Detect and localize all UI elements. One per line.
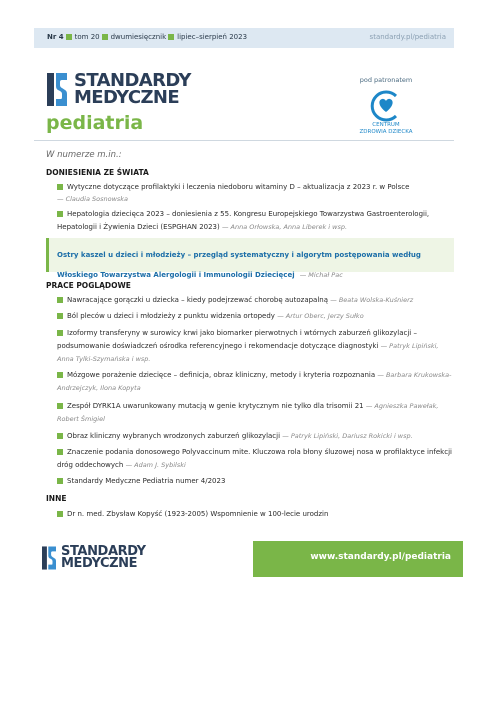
list-item[interactable]: [57, 446, 452, 472]
contents-intro: W numerze m.in.:: [46, 150, 122, 160]
bullet-square-icon: [57, 433, 63, 439]
list-item[interactable]: [57, 369, 452, 395]
bullet-square-icon: [57, 372, 63, 378]
article-author: — Beata Wolska-Kuśnierz: [330, 296, 414, 304]
issue-number: Nr 4: [47, 33, 64, 41]
list-item[interactable]: [57, 208, 452, 234]
article-title: Wytyczne dotyczące profilaktyki i leczenia niedoboru witaminy D – aktualizacja z 2023 r. w Polsce: [67, 183, 410, 191]
issue-volume: tom 20: [74, 33, 100, 41]
article-author: — Anna Orłowska, Anna Liberek i wsp.: [221, 223, 348, 231]
issue-date: lipiec–sierpień 2023: [177, 33, 248, 41]
article-title: Hepatologia dziecięca 2023 – doniesienia z 55. Kongresu Europejskiego Towarzystwa Gastroenterologii, Hepatologii i Żywienia Dzieci (ESPGHAN 2023): [57, 210, 430, 231]
article-title: Standardy Medyczne Pediatria numer 4/2023: [67, 477, 226, 485]
patronage-org-line-1: CENTRUM: [372, 122, 400, 128]
heart-logo-icon: [368, 90, 404, 122]
site-link[interactable]: standardy.pl/pediatria: [369, 33, 446, 41]
bullet-square-icon: [57, 184, 63, 190]
bullet-square-icon: [57, 403, 63, 409]
list-item[interactable]: [57, 181, 452, 205]
list-item[interactable]: [57, 400, 452, 426]
patronage-org-line-2: ZDROWIA DZIECKA: [359, 129, 413, 135]
article-title: Nawracające gorączki u dziecka – kiedy podejrzewać chorobę autozapalną: [67, 296, 329, 304]
header-divider: [34, 140, 454, 141]
footer-brand-line-2: MEDYCZNE: [61, 556, 138, 571]
article-author: — Patryk Lipiński, Dariusz Rokicki i wsp.: [282, 432, 413, 440]
bullet-square-icon: [57, 297, 63, 303]
brand-line-2: MEDYCZNE: [74, 87, 180, 108]
bullet-square-icon: [57, 449, 63, 455]
article-author: — Agnieszka Pawełak, Robert Śmigiel: [57, 402, 439, 423]
list-item[interactable]: [57, 430, 452, 443]
list-item[interactable]: [57, 508, 452, 521]
article-title: Dr n. med. Zbysław Kopyść (1923-2005) Wspomnienie w 100-lecie urodzin: [67, 510, 329, 518]
article-author: — Artur Oberc, Jerzy Sułko: [277, 312, 364, 320]
footer-url[interactable]: www.standardy.pl/pediatria: [310, 552, 451, 562]
article-author: — Claudia Sosnowska: [57, 195, 129, 203]
list-item[interactable]: [57, 327, 452, 366]
article-title: Zespół DYRK1A uwarunkowany mutacją w genie krytycznym nie tylko dla trisomii 21: [67, 402, 364, 410]
article-title: Mózgowe porażenie dziecięce – definicja, obraz kliniczny, metody i kryteria rozpoznania: [67, 371, 376, 379]
bullet-square-icon: [57, 313, 63, 319]
patronage-label: pod patronatem: [359, 76, 413, 84]
section-title-reviews: PRACE POGLĄDOWE: [46, 281, 131, 290]
bullet-square-icon: [168, 34, 174, 40]
standardy-logo-icon: [47, 73, 67, 106]
article-title: Ból pleców u dzieci i młodzieży z punktu widzenia ortopedy: [67, 312, 275, 320]
journal-subtitle: pediatria: [46, 112, 144, 134]
article-title: Obraz kliniczny wybranych wrodzonych zaburzeń glikozylacji: [67, 432, 281, 440]
article-title: Izoformy transferyny w surowicy krwi jako biomarker pierwotnych i wtórnych zaburzeń glikozylacji – podsumowanie doświadczeń ośrodka referencyjnego i rekomendacje dotyczące diagnostyki: [57, 329, 417, 350]
issue-frequency: dwumiesięcznik: [110, 33, 167, 41]
list-item[interactable]: [57, 294, 452, 307]
bullet-square-icon: [57, 478, 63, 484]
issue-info: [47, 33, 247, 41]
bullet-square-icon: [57, 211, 63, 217]
article-author: — Adam J. Sybilski: [125, 461, 186, 469]
bullet-square-icon: [57, 330, 63, 336]
footer-brand-line-1: STANDARDY: [61, 544, 146, 559]
featured-article-author: — Michał Pac: [299, 271, 343, 279]
article-author: — Barbara Krukowska-Andrzejczyk, Ilona Kopyta: [57, 371, 452, 392]
issue-bar: [34, 28, 454, 48]
article-author: — Patryk Lipiński, Anna Tylki-Szymańska i wsp.: [57, 342, 439, 363]
featured-article-title: Ostry kaszel u dzieci i młodzieży – przegląd systematyczny i algorytm postępowania według Włoskiego Towarzystwa Alergologii i Immunologii Dziecięcej: [57, 251, 421, 279]
section-title-other: INNE: [46, 494, 67, 503]
article-title: Znaczenie podania donosowego Polyvaccinum mite. Kluczowa rola błony śluzowej nosa w profilaktyce infekcji dróg oddechowych: [57, 448, 452, 469]
list-item[interactable]: [57, 475, 452, 488]
list-item[interactable]: [57, 310, 452, 323]
brand-line-1: STANDARDY: [74, 70, 191, 91]
footer-url-banner[interactable]: [253, 541, 463, 577]
section-title-news: DONIESIENIA ZE ŚWIATA: [46, 168, 149, 177]
featured-article[interactable]: [46, 238, 454, 279]
bullet-square-icon: [57, 511, 63, 517]
bullet-square-icon: [102, 34, 108, 40]
bullet-square-icon: [66, 34, 72, 40]
patronage-block: [350, 76, 422, 136]
standardy-logo-icon: [42, 546, 56, 570]
